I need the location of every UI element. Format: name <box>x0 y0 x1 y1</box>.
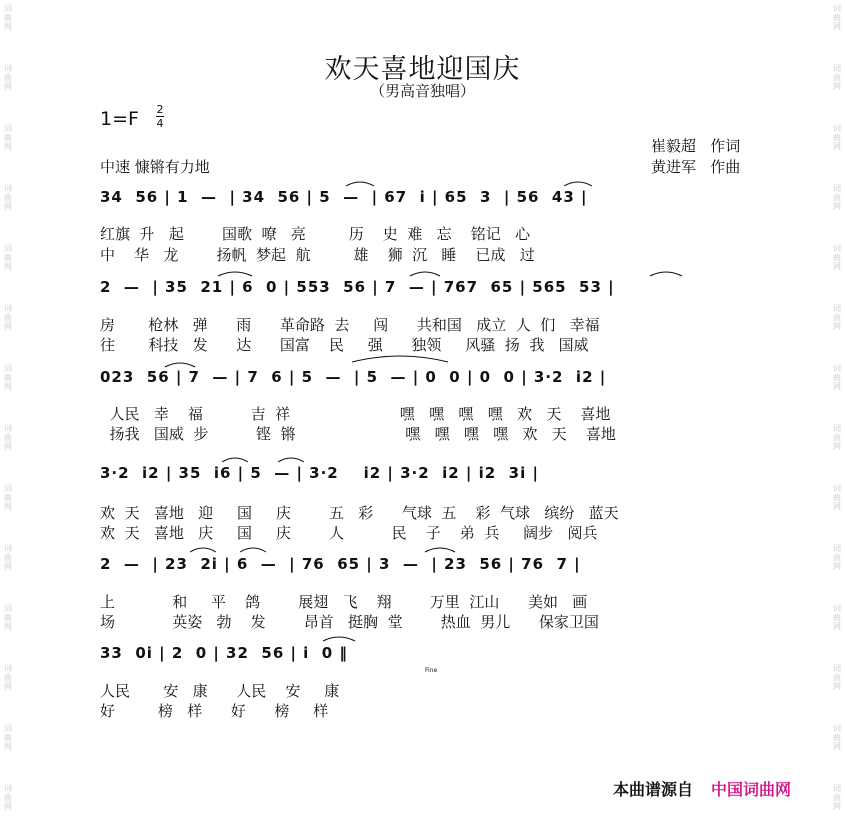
score-line-3: 023 56 | 7 — | 7 6 | 5 — | 5 — | 0 0 | 0 0 | 3·2 i2 | <box>100 368 607 386</box>
watermark-mark: 词 曲 网 <box>833 664 841 691</box>
lyrics-line-4-verse-2: 欢 天 喜地 庆 国 庆 人 民 子 弟 兵 阔步 阅兵 <box>100 524 598 542</box>
watermark-mark: 词 曲 网 <box>833 244 841 271</box>
watermark-mark: 词 曲 网 <box>833 124 841 151</box>
slur <box>218 272 252 276</box>
lyrics-line-1-verse-1: 红旗 升 起 国歌 嘹 亮 历 史 难 忘 铭记 心 <box>100 225 531 243</box>
slur <box>278 458 304 462</box>
watermark-mark: 词 曲 网 <box>4 424 12 451</box>
slur <box>564 182 592 186</box>
lyrics-line-5-verse-2: 场 英姿 勃 发 昂首 挺胸 堂 热血 男儿 保家卫国 <box>100 613 599 631</box>
score-line-5: 2 — | 23 2i | 6 — | 76 65 | 3 — | 23 56 | 76 7 | <box>100 555 581 573</box>
score-line-2: 2 — | 35 21 | 6 0 | 553 56 | 7 — | 767 65 | 565 53 | <box>100 278 615 296</box>
lyrics-line-6-verse-1: 人民 安 康 人民 安 康 <box>100 682 340 700</box>
slur <box>352 356 448 362</box>
watermark-mark: 词 曲 网 <box>833 184 841 211</box>
watermark-mark: 词 曲 网 <box>4 64 12 91</box>
watermark-mark: 词 曲 网 <box>4 364 12 391</box>
score-line-4: 3·2 i2 | 35 i6 | 5 — | 3·2 i2 | 3·2 i2 | i2 3i | <box>100 464 539 482</box>
watermark-mark: 词 曲 网 <box>833 364 841 391</box>
lyrics-line-1-verse-2: 中 华 龙 扬帆 梦起 航 雄 狮 沉 睡 已成 过 <box>100 246 535 264</box>
watermark-mark: 词 曲 网 <box>4 784 12 811</box>
score-line-1: 34 56 | 1 — | 34 56 | 5 — | 67 i | 65 3 | 56 43 | <box>100 188 588 206</box>
watermark-mark: 词 曲 网 <box>833 424 841 451</box>
watermark-mark: 词 曲 网 <box>4 484 12 511</box>
slur <box>346 182 374 186</box>
watermark-mark: 词 曲 网 <box>833 544 841 571</box>
watermark-mark: 词 曲 网 <box>833 304 841 331</box>
slur <box>165 363 195 367</box>
source-credit <box>613 777 791 800</box>
slur <box>410 272 440 276</box>
lyrics-line-2-verse-1: 房 枪林 弹 雨 革命路 去 闯 共和国 成立 人 们 幸福 <box>100 316 600 334</box>
lyricist-credit: 崔毅超 作词 <box>651 137 741 155</box>
slur <box>222 458 248 462</box>
watermark-mark: 词 曲 网 <box>4 604 12 631</box>
watermark-mark: 词 曲 网 <box>4 4 12 31</box>
time-signature-bottom: 4 <box>156 117 164 130</box>
watermark-mark: 词 曲 网 <box>4 304 12 331</box>
slur <box>425 548 455 552</box>
watermark-mark: 词 曲 网 <box>833 484 841 511</box>
score-line-6: 33 0i | 2 0 | 32 56 | i 0 ‖ <box>100 644 348 662</box>
source-label: 本曲谱源自 <box>613 780 694 799</box>
lyrics-line-4-verse-1: 欢 天 喜地 迎 国 庆 五 彩 气球 五 彩 气球 缤纷 蓝天 <box>100 504 619 522</box>
watermark-mark: 词 曲 网 <box>4 664 12 691</box>
time-signature-top: 2 <box>156 103 164 116</box>
lyrics-line-3-verse-2: 扬我 国威 步 铿 锵 嘿 嘿 嘿 嘿 欢 天 喜地 <box>100 425 616 443</box>
slur <box>240 548 266 552</box>
composer-credit: 黄进军 作曲 <box>651 158 741 176</box>
lyrics-line-6-verse-2: 好 榜 样 好 榜 样 <box>100 702 329 720</box>
song-title: 欢天喜地迎国庆 <box>324 54 521 85</box>
fine-mark: Fine <box>425 667 438 674</box>
slur <box>323 637 355 641</box>
watermark-mark: 词 曲 网 <box>4 244 12 271</box>
source-site[interactable]: 中国词曲网 <box>711 780 792 799</box>
lyrics-line-3-verse-1: 人民 幸 福 吉 祥 嘿 嘿 嘿 嘿 欢 天 喜地 <box>100 405 611 423</box>
watermark-mark: 词 曲 网 <box>4 124 12 151</box>
watermark-mark: 词 曲 网 <box>833 724 841 751</box>
key-signature: 1=F <box>100 108 139 130</box>
watermark-mark: 词 曲 网 <box>4 184 12 211</box>
lyrics-line-2-verse-2: 往 科技 发 达 国富 民 强 独领 风骚 扬 我 国威 <box>100 336 589 354</box>
lyrics-line-5-verse-1: 上 和 平 鸽 展翅 飞 翔 万里 江山 美如 画 <box>100 593 588 611</box>
tempo-marking: 中速 慷锵有力地 <box>100 158 210 176</box>
song-subtitle: （男高音独唱） <box>369 82 475 100</box>
watermark-mark: 词 曲 网 <box>833 64 841 91</box>
watermark-mark: 词 曲 网 <box>4 544 12 571</box>
watermark-mark: 词 曲 网 <box>833 604 841 631</box>
watermark-mark: 词 曲 网 <box>833 4 841 31</box>
watermark-mark: 词 曲 网 <box>833 784 841 811</box>
watermark-mark: 词 曲 网 <box>4 724 12 751</box>
slur <box>650 272 682 276</box>
slur <box>190 548 216 552</box>
